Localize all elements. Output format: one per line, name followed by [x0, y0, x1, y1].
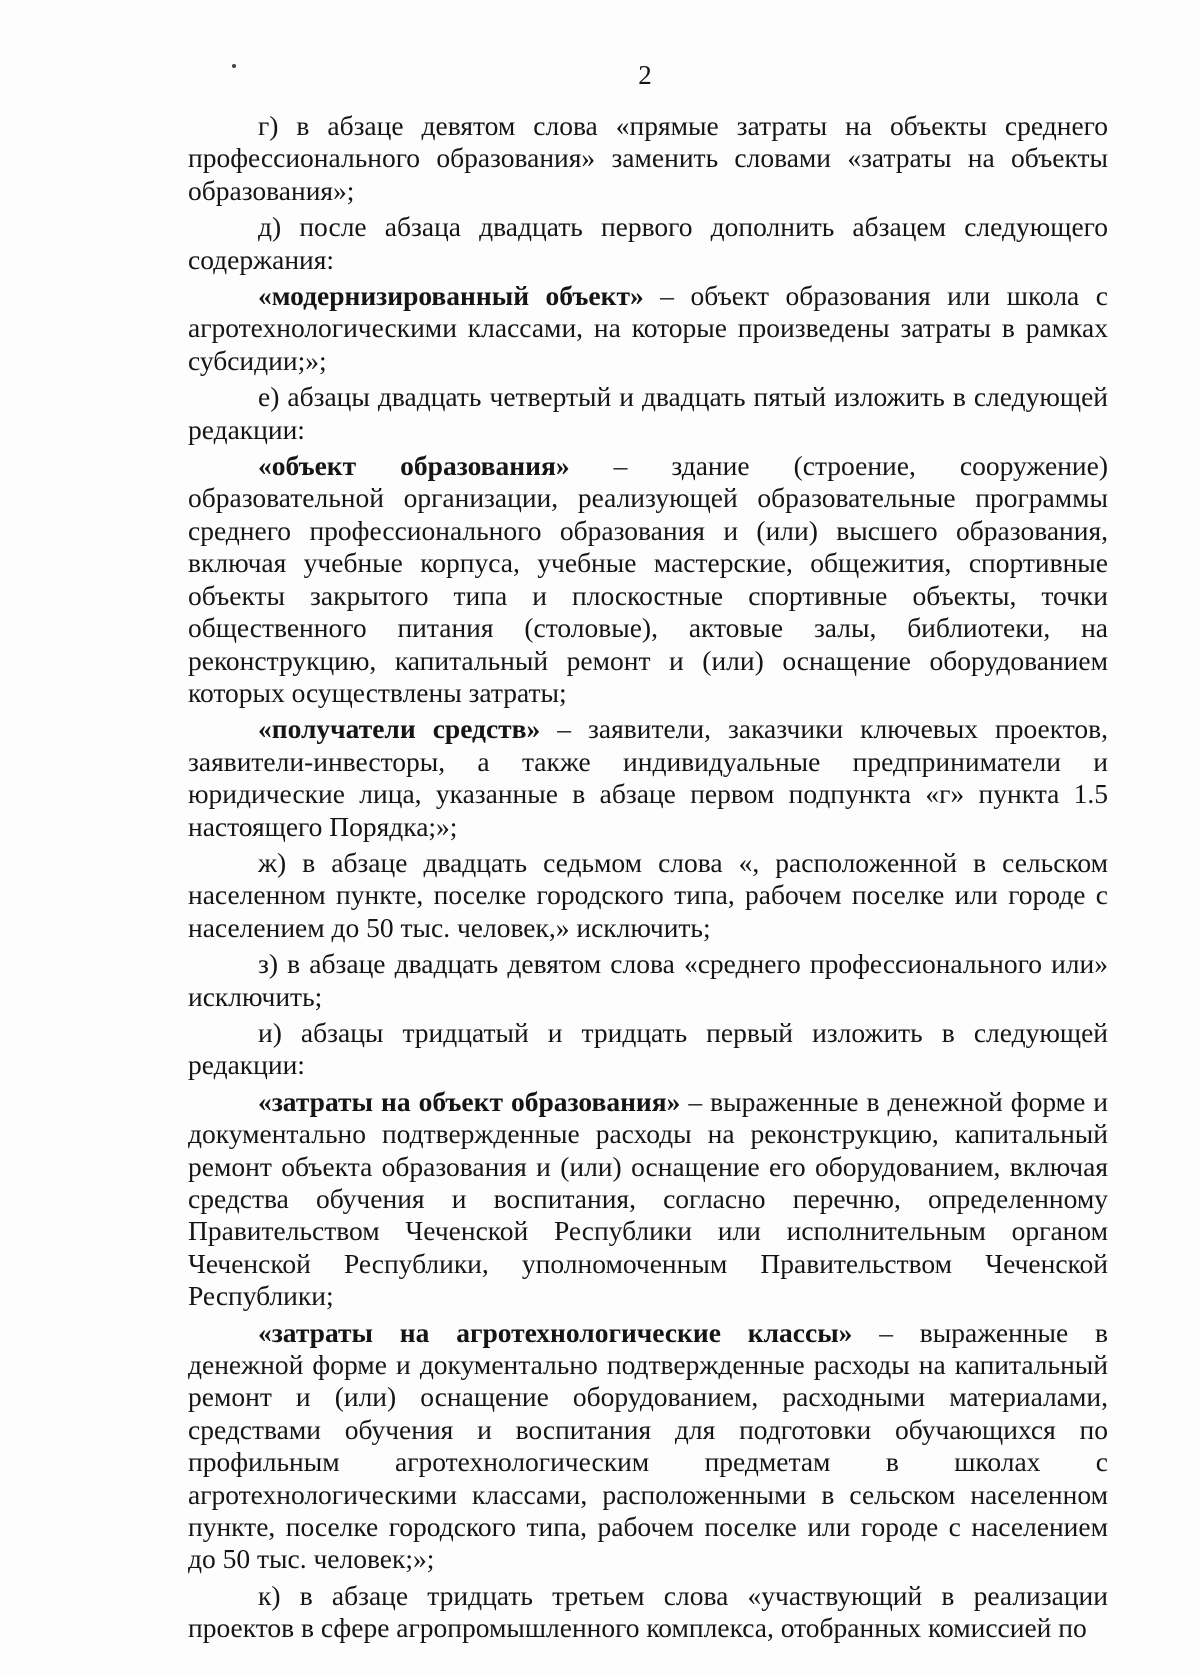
paragraph-text: – здание (строение, сооружение) образовательной организации, реализующей образовательные программы среднего профессионального образования и (или) высшего образования, включая учебные корпуса, учебные мастерские, общежития, спортивные объекты закрытого типа и плоскостные спортивные объекты, точки общественного питания (столовые), актовые залы, библиотеки, на реконструкцию, капитальный ремонт и (или) оснащение оборудованием которых осуществлены затраты;: [188, 450, 1108, 708]
paragraph-term: «модернизированный объект»: [258, 280, 644, 312]
paragraph-d: [188, 211, 1108, 276]
paragraph-term: «получатели средств»: [258, 713, 541, 745]
paragraph-text: з) в абзаце двадцать девятом слова «среднего профессионального или» исключить;: [188, 948, 1108, 1012]
paragraph-e: [188, 381, 1108, 446]
definition-agrotech-class-costs: [188, 1317, 1108, 1576]
paragraph-k: [188, 1580, 1108, 1645]
paragraph-text: – выраженные в денежной форме и документально подтвержденные расходы на реконструкцию, капитальный ремонт объекта образования и (или) оснащение его оборудованием, включая средства обучения и воспитания, согласно перечню, определенному Правительством Чеченской Республики или исполнительным органом Чеченской Республики, уполномоченным Правительством Чеченской Республики;: [188, 1085, 1108, 1312]
definition-education-object: [188, 450, 1108, 709]
paragraph-text: – объект образования или школа с агротехнологическими классами, на которые произведены затраты в рамках субсидии;»;: [188, 280, 1108, 376]
definition-recipients: [188, 713, 1108, 843]
paragraph-i: [188, 1017, 1108, 1082]
paragraph-text: и) абзацы тридцатый и тридцать первый изложить в следующей редакции:: [188, 1016, 1108, 1081]
paragraph-term: «затраты на агротехнологические классы»: [258, 1316, 853, 1348]
paragraph-text: ж) в абзаце двадцать седьмом слова «, расположенной в сельском населенном пункте, поселке городского типа, рабочем поселке или городе с населением до 50 тыс. человек,» исключить;: [188, 846, 1108, 943]
paragraph-text: д) после абзаца двадцать первого дополнить абзацем следующего содержания:: [188, 211, 1108, 275]
definition-education-object-costs: [188, 1086, 1108, 1313]
paragraph-text: – выраженные в денежной форме и документально подтвержденные расходы на капитальный ремонт и (или) оснащение оборудованием, расходными материалами, средствами обучения и воспитания для подготовки обучающихся по профильным агротехнологическим предметам в школах с агротехнологическими классами, расположенными в сельском населенном пункте, поселке городского типа, рабочем поселке или городе с населением до 50 тыс. человек;»;: [188, 1316, 1108, 1575]
paragraph-zh: [188, 847, 1108, 944]
definition-modernized-object: [188, 280, 1108, 377]
paragraph-term: «объект образования»: [258, 450, 570, 482]
paragraph-text: – заявители, заказчики ключевых проектов, заявители-инвесторы, а также индивидуальные предприниматели и юридические лица, указанные в абзаце первом подпункта «г» пункта 1.5 настоящего Порядка;»;: [188, 713, 1109, 842]
paragraph-g: [188, 110, 1108, 207]
document-body: [188, 110, 1108, 1645]
paragraph-text: е) абзацы двадцать четвертый и двадцать пятый изложить в следующей редакции:: [188, 381, 1108, 445]
paragraph-z: [188, 948, 1108, 1013]
page-number: 2: [638, 60, 652, 90]
paragraph-text: к) в абзаце тридцать третьем слова «участвующий в реализации проектов в сфере агропромышленного комплекса, отобранных комиссией по: [188, 1579, 1108, 1644]
paragraph-text: г) в абзаце девятом слова «прямые затраты на объекты среднего профессионального образования» заменить словами «затраты на объекты образования»;: [188, 110, 1108, 206]
paragraph-term: «затраты на объект образования»: [258, 1085, 681, 1117]
